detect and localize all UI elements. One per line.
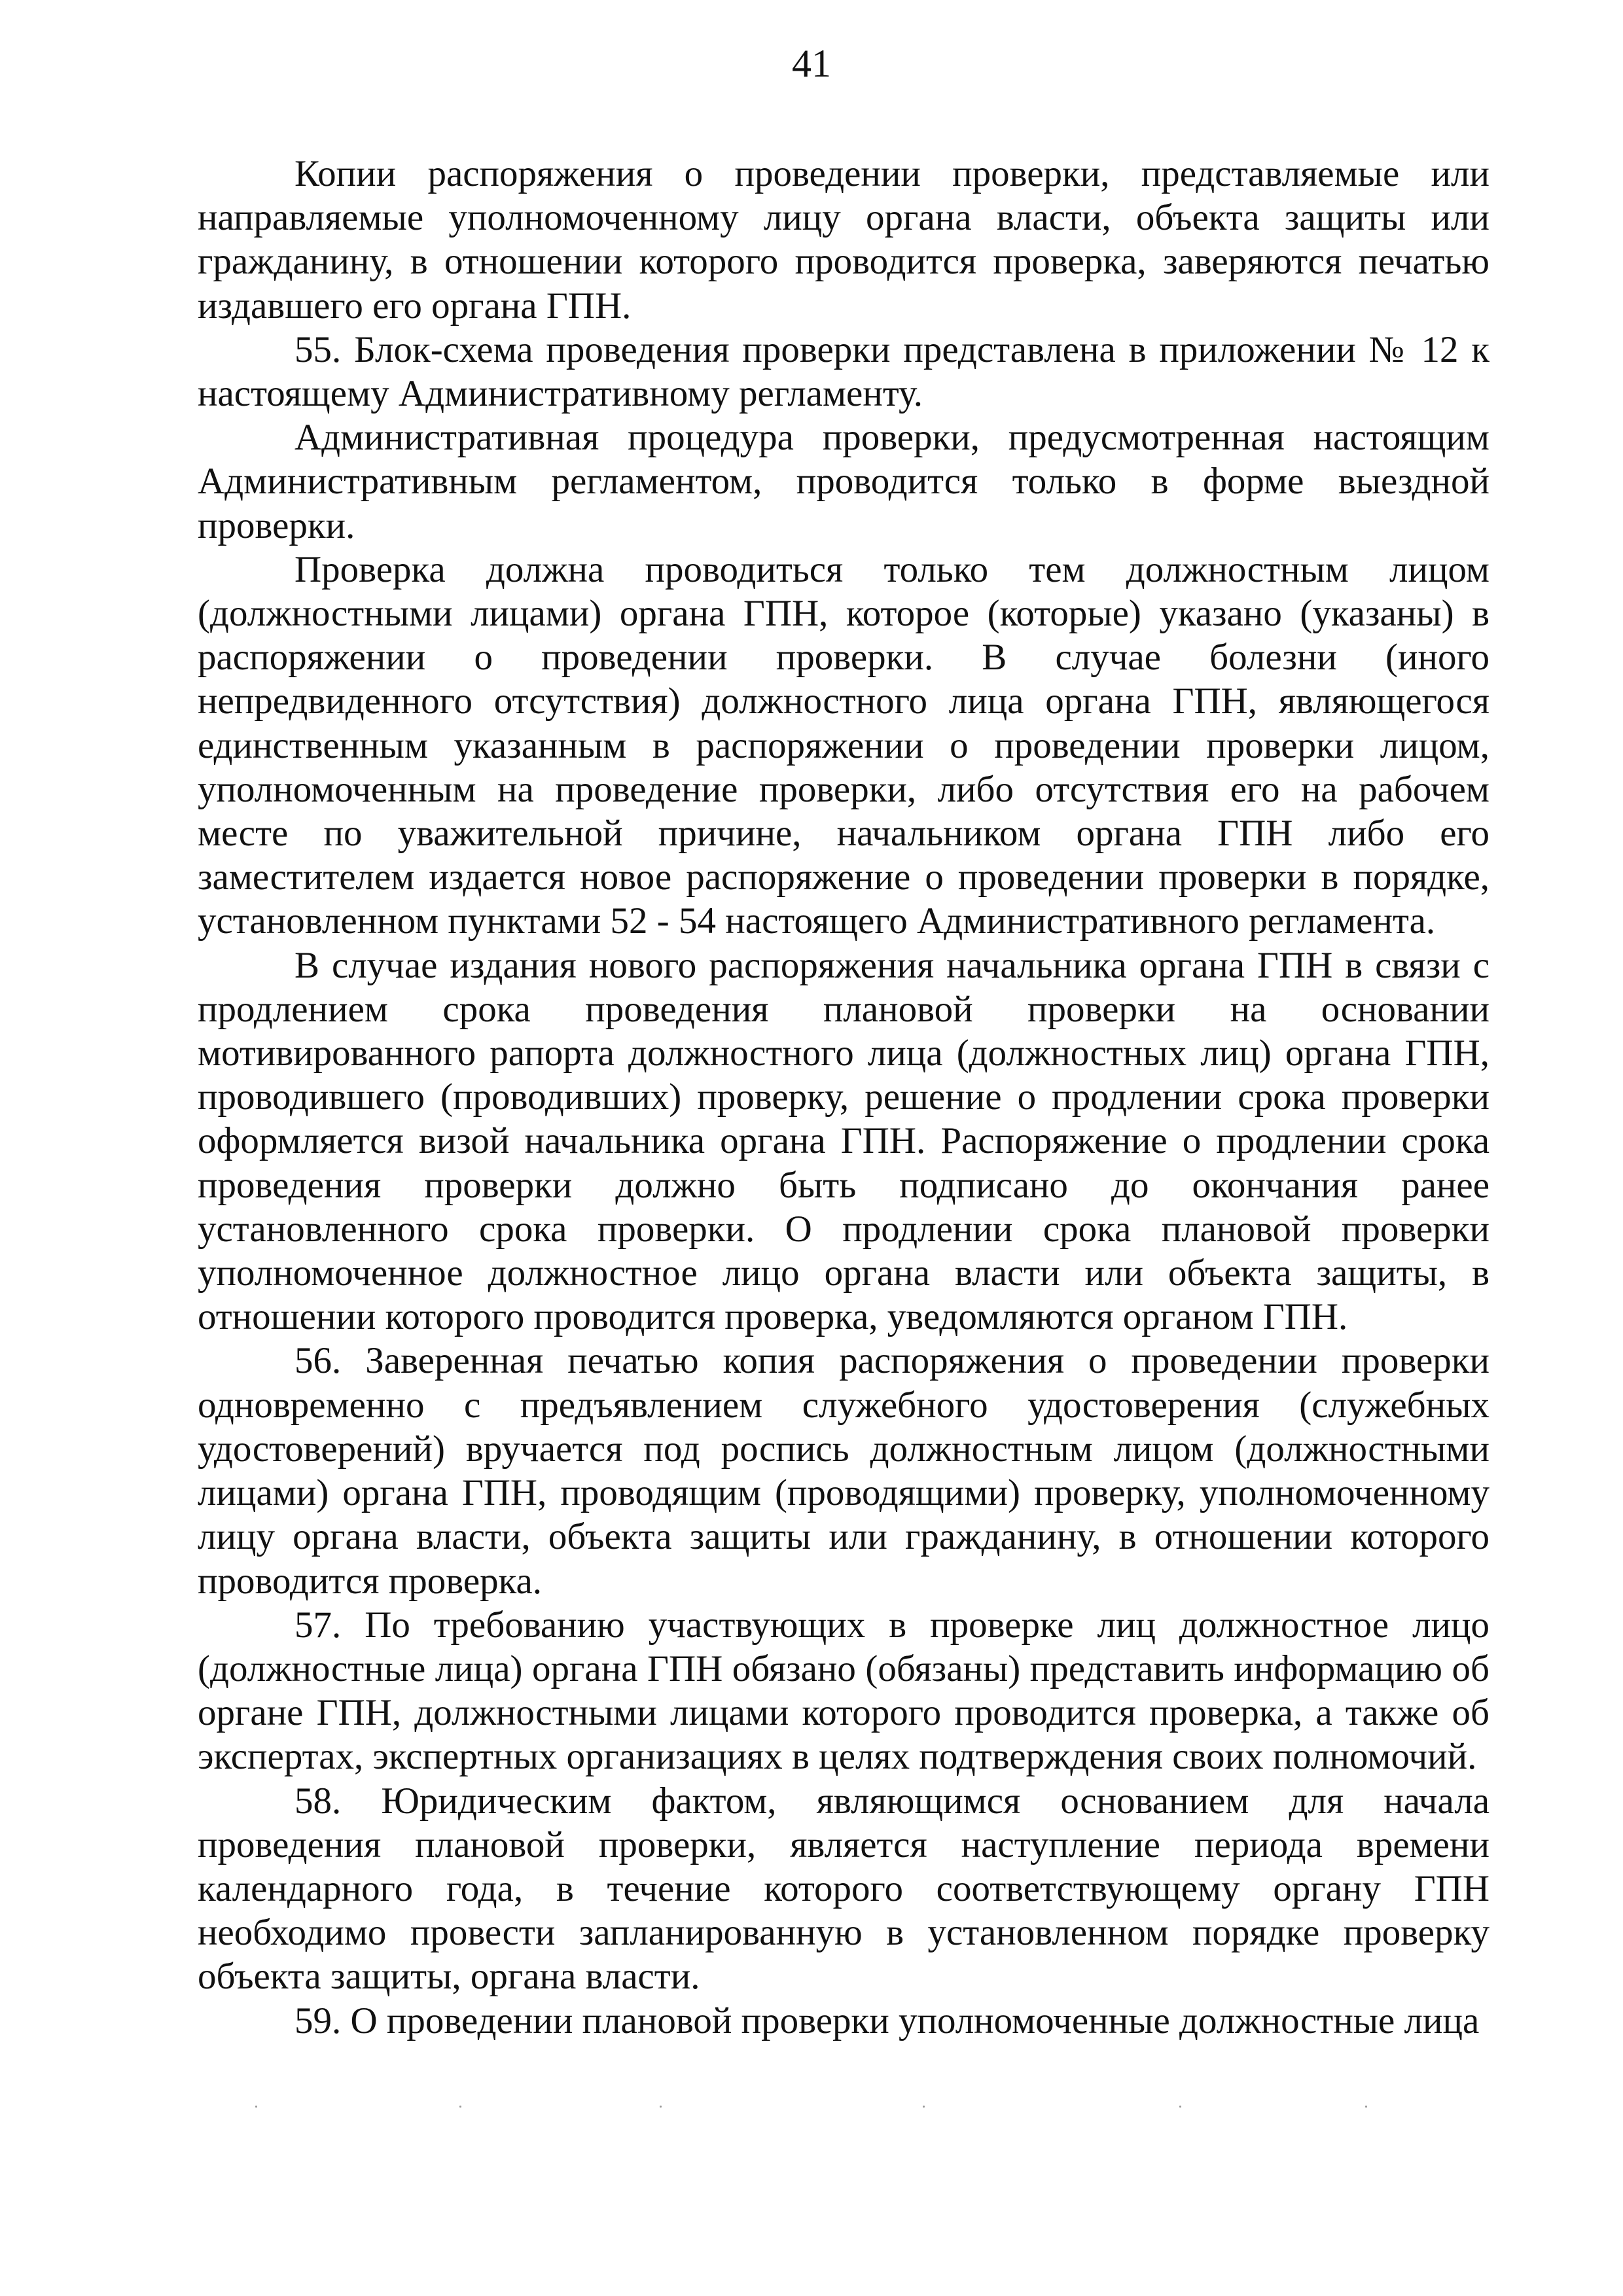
paragraph-copies-certification: Копии распоряжения о проведении проверки, представляемые или направляемые уполномоченному лицу органа власти, объекта защиты или гражданину, в отношении которого проводится проверка, заверяются печатью издавшего его органа ГПН. [198,153,1489,327]
scan-artifact-dots [255,2106,1368,2108]
paragraph-58-legal-fact: 58. Юридическим фактом, являющимся основанием для начала проведения плановой проверки, является наступление периода времени календарного года, в течение которого соответствующему органу ГПН необходимо провести запланированную в установленном порядке проверку объекта защиты, органа власти. [198,1780,1489,1998]
paragraph-56-certified-copy: 56. Заверенная печатью копия распоряжения о проведении проверки одновременно с предъявлением служебного удостоверения (служебных удостоверений) вручается под роспись должностным лицом (должностными лицами) органа ГПН, проводящим (проводящими) проверку, уполномоченному лицу органа власти, объекта защиты или гражданину, в отношении которого проводится проверка. [198,1340,1489,1602]
paragraph-55-flowchart: 55. Блок-схема проведения проверки представлена в приложении № 12 к настоящему Административному регламенту. [198,328,1489,415]
document-body [198,152,1489,2043]
paragraph-onsite-inspection: Административная процедура проверки, предусмотренная настоящим Административным регламентом, проводится только в форме выездной проверки. [198,417,1489,546]
paragraph-extension-of-term: В случае издания нового распоряжения начальника органа ГПН в связи с продлением срока проведения плановой проверки на основании мотивированного рапорта должностного лица (должностных лиц) органа ГПН, проводившего (проводивших) проверку, решение о продлении срока проверки оформляется визой начальника органа ГПН. Распоряжение о продлении срока проведения проверки должно быть подписано до окончания ранее установленного срока проверки. О продлении срока плановой проверки уполномоченное должностное лицо органа власти или объекта защиты, в отношении которого проводится проверка, уведомляются органом ГПН. [198,944,1489,1338]
paragraph-inspecting-officials: Проверка должна проводиться только тем должностным лицом (должностными лицами) органа ГПН, которое (которые) указано (указаны) в распоряжении о проведении проверки. В случае болезни (иного непредвиденного отсутствия) должностного лица органа ГПН, являющегося единственным указанным в распоряжении о проведении проверки лицом, уполномоченным на проведение проверки, либо отсутствия его на рабочем месте по уважительной причине, начальником органа ГПН либо его заместителем издается новое распоряжение о проведении проверки в порядке, установленном пунктами 52 - 54 настоящего Административного регламента. [198,548,1489,942]
page-number: 41 [792,42,831,85]
paragraph-57-information-request: 57. По требованию участвующих в проверке лиц должностное лицо (должностные лица) органа ГПН обязано (обязаны) представить информацию об органе ГПН, должностными лицами которого проводится проверка, а также об экспертах, экспертных организациях в целях подтверждения своих полномочий. [198,1604,1489,1778]
paragraph-59-notification: 59. О проведении плановой проверки уполномоченные должностные лица [294,2000,1480,2041]
